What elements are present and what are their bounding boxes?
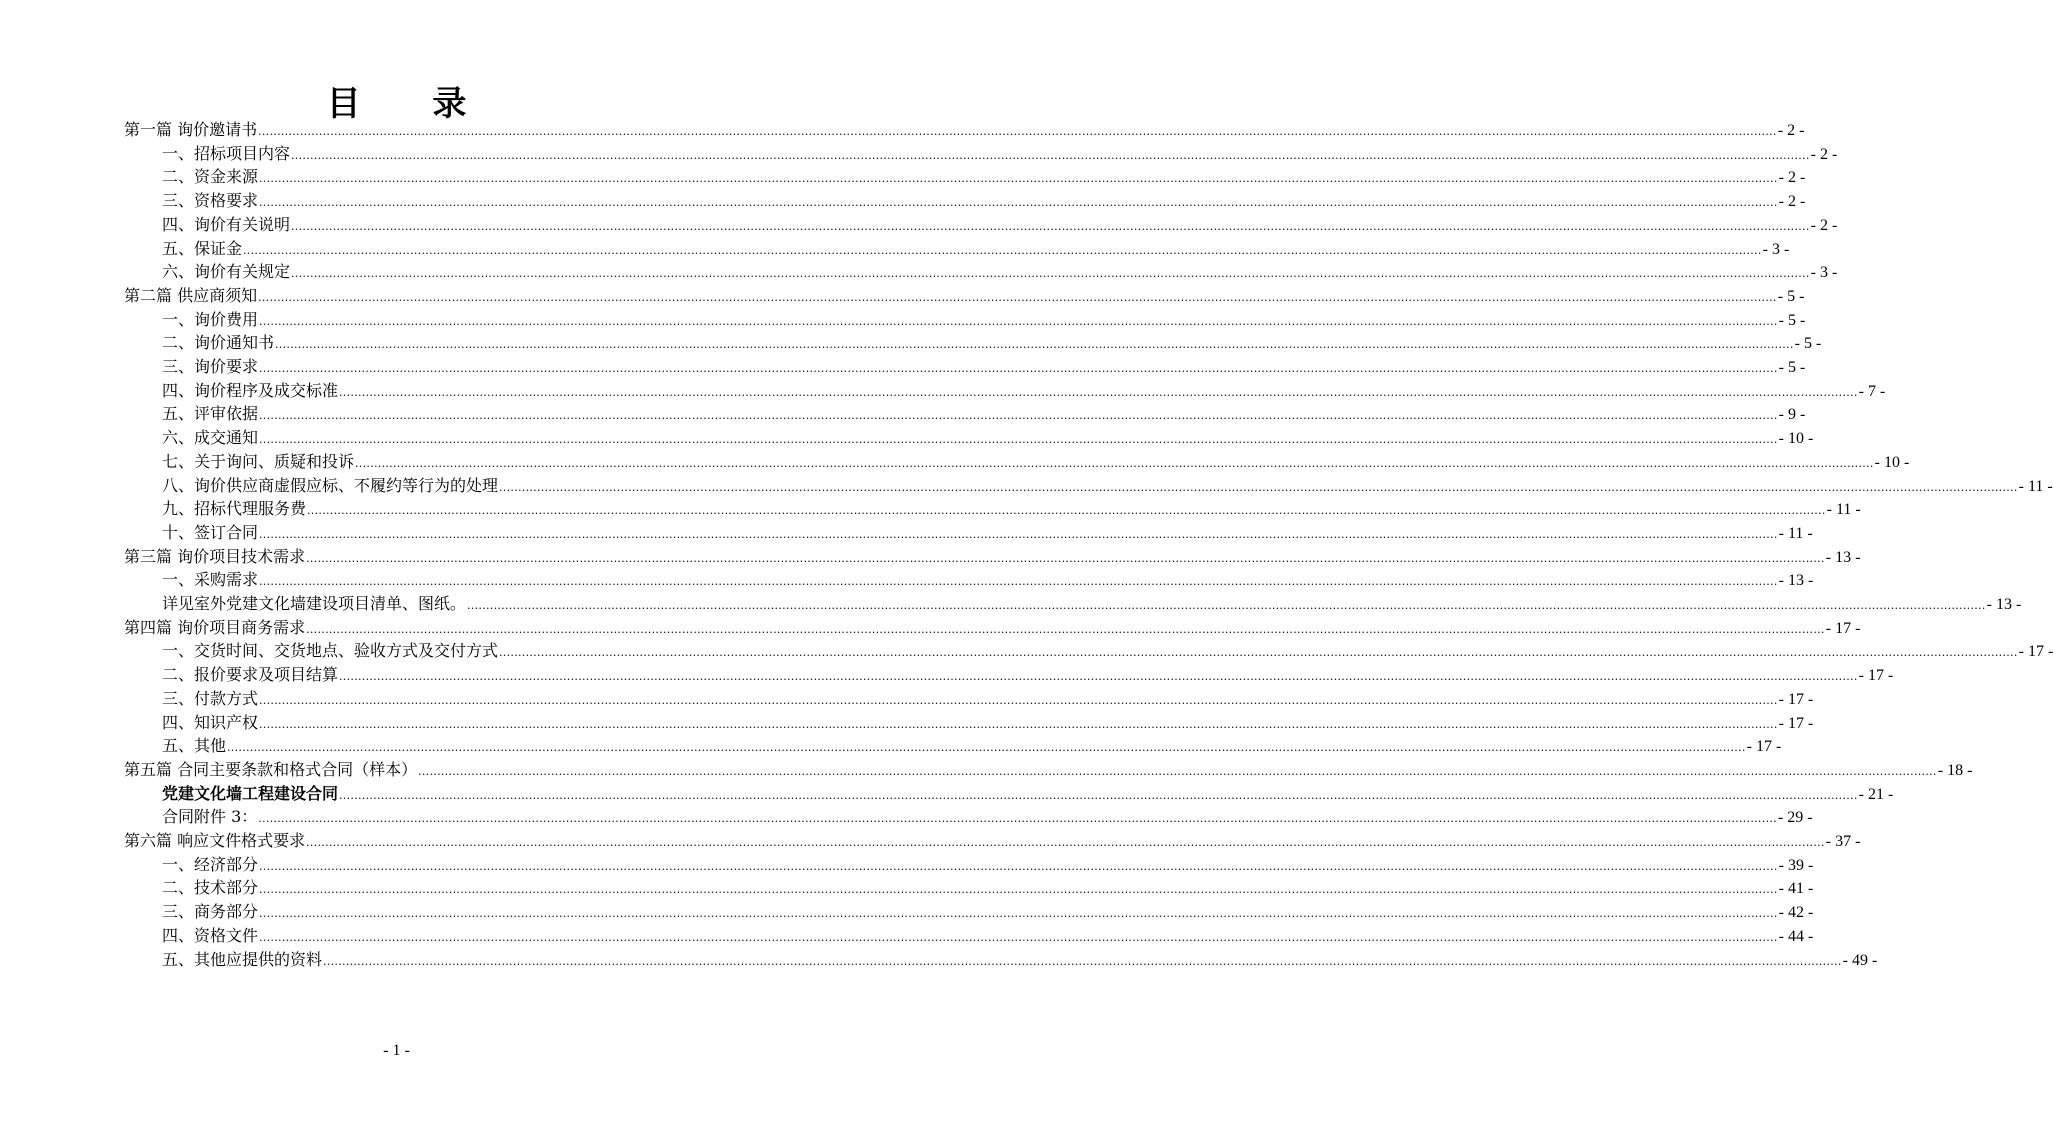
toc-entry-label: 二、询价通知书	[162, 333, 275, 353]
toc-dot-leader: ................................................................................................................................................................................................................................................................................................................................................................................................................	[259, 314, 1778, 328]
toc-entry[interactable]	[124, 829, 1861, 853]
toc-entry-label: 六、询价有关规定	[162, 262, 291, 282]
toc-entry-label: 八、询价供应商虚假应标、不履约等行为的处理	[162, 475, 499, 495]
toc-entry-label: 五、保证金	[162, 238, 243, 258]
toc-entry-label: 五、评审依据	[162, 404, 259, 424]
toc-dot-leader: ................................................................................................................................................................................................................................................................................................................................................................................................................	[227, 741, 1746, 755]
toc-entry-page: - 5 -	[1794, 335, 1822, 353]
toc-entry[interactable]	[162, 687, 1814, 711]
toc-entry-page: - 5 -	[1777, 287, 1805, 305]
toc-dot-leader: ................................................................................................................................................................................................................................................................................................................................................................................................................	[355, 456, 1874, 470]
toc-entry-page: - 41 -	[1778, 880, 1814, 898]
toc-dot-leader: ................................................................................................................................................................................................................................................................................................................................................................................................................	[259, 693, 1778, 707]
toc-entry-label: 七、关于询问、质疑和投诉	[162, 451, 355, 471]
toc-dot-leader: ................................................................................................................................................................................................................................................................................................................................................................................................................	[258, 125, 1777, 138]
toc-entry-label: 党建文化墙工程建设合同	[162, 783, 339, 803]
toc-entry[interactable]	[162, 805, 1813, 829]
toc-entry-label: 一、招标项目内容	[162, 143, 291, 163]
toc-entry-label: 三、商务部分	[162, 902, 259, 922]
toc-dot-leader: ................................................................................................................................................................................................................................................................................................................................................................................................................	[259, 930, 1778, 944]
toc-entry[interactable]	[162, 497, 1861, 521]
toc-dot-leader: ................................................................................................................................................................................................................................................................................................................................................................................................................	[259, 883, 1778, 897]
toc-entry-page: - 29 -	[1777, 809, 1813, 827]
toc-entry[interactable]	[162, 402, 1806, 426]
toc-entry-label: 三、询价要求	[162, 357, 259, 376]
toc-entry[interactable]	[162, 379, 1886, 403]
toc-entry-page: - 18 -	[1937, 761, 1973, 779]
toc-entry[interactable]	[162, 639, 2053, 663]
toc-entry[interactable]	[162, 876, 1814, 900]
toc-entry[interactable]	[162, 189, 1806, 213]
toc-entry-page: - 3 -	[1762, 240, 1790, 258]
toc-dot-leader: ................................................................................................................................................................................................................................................................................................................................................................................................................	[258, 290, 1777, 304]
toc-dot-leader: ................................................................................................................................................................................................................................................................................................................................................................................................................	[467, 599, 1986, 612]
toc-entry-page: - 17 -	[1778, 690, 1814, 708]
toc-entry[interactable]	[162, 474, 2053, 498]
toc-entry-label: 一、经济部分	[162, 854, 259, 874]
toc-entry-page: - 10 -	[1874, 453, 1910, 471]
toc-entry-page: - 5 -	[1778, 311, 1806, 329]
toc-entry[interactable]	[124, 118, 1805, 142]
toc-entry-label: 四、资格文件	[162, 925, 259, 945]
toc-entry-page: - 17 -	[1746, 738, 1782, 756]
toc-entry-label: 二、资金来源	[162, 167, 259, 187]
toc-dot-leader: ................................................................................................................................................................................................................................................................................................................................................................................................................	[291, 219, 1810, 233]
toc-entry[interactable]	[162, 521, 1813, 545]
toc-entry-label: 三、资格要求	[162, 191, 259, 211]
toc-entry[interactable]	[162, 426, 1814, 450]
toc-entry-label: 九、招标代理服务费	[162, 499, 307, 519]
toc-entry-label: 一、采购需求	[162, 570, 259, 590]
toc-entry-page: - 11 -	[1826, 501, 1861, 519]
toc-entry-label: 一、交货时间、交货地点、验收方式及交付方式	[162, 641, 499, 661]
toc-entry-page: - 17 -	[1858, 667, 1894, 685]
toc-entry-label: 四、询价有关说明	[162, 214, 291, 234]
toc-entry-page: - 39 -	[1778, 856, 1814, 874]
toc-dot-leader: ................................................................................................................................................................................................................................................................................................................................................................................................................	[291, 148, 1810, 162]
toc-dot-leader: ................................................................................................................................................................................................................................................................................................................................................................................................................	[259, 196, 1778, 210]
toc-entry[interactable]	[162, 213, 1838, 237]
toc-entry[interactable]	[124, 284, 1805, 308]
toc-entry-page: - 42 -	[1778, 904, 1814, 922]
toc-dot-leader: ................................................................................................................................................................................................................................................................................................................................................................................................................	[243, 243, 1762, 257]
toc-entry[interactable]	[162, 782, 1894, 806]
toc-entry-page: - 2 -	[1810, 216, 1838, 234]
toc-entry-page: - 11 -	[1778, 524, 1813, 542]
toc-entry-label: 第五篇 合同主要条款和格式合同（样本）	[124, 759, 418, 779]
toc-entry[interactable]	[162, 450, 1910, 474]
toc-dot-leader: ................................................................................................................................................................................................................................................................................................................................................................................................................	[259, 527, 1778, 541]
toc-entry-label: 详见室外党建文化墙建设项目清单、图纸。	[162, 594, 467, 613]
toc-entry[interactable]	[124, 545, 1861, 569]
toc-entry[interactable]	[162, 948, 1878, 972]
page-title: 目 录	[326, 84, 497, 124]
toc-entry-label: 三、付款方式	[162, 688, 259, 708]
toc-entry[interactable]	[162, 237, 1790, 261]
toc-entry-page: - 13 -	[1986, 596, 2022, 613]
toc-entry-label: 合同附件 3：	[162, 807, 258, 827]
toc-entry[interactable]	[162, 355, 1806, 379]
toc-dot-leader: ................................................................................................................................................................................................................................................................................................................................................................................................................	[418, 764, 1937, 778]
toc-dot-leader: ................................................................................................................................................................................................................................................................................................................................................................................................................	[259, 717, 1778, 731]
toc-entry[interactable]	[162, 592, 2022, 616]
toc-entry-page: - 17 -	[1778, 714, 1814, 732]
toc-dot-leader: ................................................................................................................................................................................................................................................................................................................................................................................................................	[259, 575, 1778, 589]
page-number: - 1 -	[383, 1042, 410, 1059]
toc-entry-page: - 2 -	[1777, 122, 1805, 139]
toc-entry-page: - 2 -	[1778, 169, 1806, 187]
toc-dot-leader: ................................................................................................................................................................................................................................................................................................................................................................................................................	[258, 812, 1777, 826]
toc-entry-page: - 5 -	[1778, 359, 1806, 376]
toc-entry[interactable]	[162, 165, 1806, 189]
toc-entry[interactable]	[162, 711, 1814, 735]
toc-dot-leader: ................................................................................................................................................................................................................................................................................................................................................................................................................	[339, 788, 1858, 802]
toc-entry-page: - 2 -	[1810, 145, 1838, 163]
toc-entry-label: 五、其他应提供的资料	[162, 949, 323, 969]
toc-entry-page: - 17 -	[1825, 619, 1861, 637]
toc-dot-leader: ................................................................................................................................................................................................................................................................................................................................................................................................................	[259, 907, 1778, 921]
toc-entry-label: 第一篇 询价邀请书	[124, 120, 258, 139]
toc-dot-leader: ................................................................................................................................................................................................................................................................................................................................................................................................................	[259, 409, 1778, 423]
toc-entry[interactable]	[162, 900, 1814, 924]
toc-entry-page: - 37 -	[1825, 833, 1861, 850]
toc-entry-label: 第三篇 询价项目技术需求	[124, 546, 306, 566]
toc-dot-leader: ................................................................................................................................................................................................................................................................................................................................................................................................................	[259, 859, 1778, 873]
toc-dot-leader: ................................................................................................................................................................................................................................................................................................................................................................................................................	[259, 362, 1778, 375]
toc-entry-label: 五、其他	[162, 736, 227, 756]
toc-entry[interactable]	[162, 331, 1822, 355]
toc-dot-leader: ................................................................................................................................................................................................................................................................................................................................................................................................................	[259, 433, 1778, 447]
toc-dot-leader: ................................................................................................................................................................................................................................................................................................................................................................................................................	[339, 385, 1858, 399]
toc-entry[interactable]	[162, 663, 1894, 687]
toc-entry-page: - 3 -	[1810, 264, 1838, 282]
toc-entry-page: - 44 -	[1778, 927, 1814, 945]
toc-entry-page: - 7 -	[1858, 382, 1886, 400]
toc-dot-leader: ................................................................................................................................................................................................................................................................................................................................................................................................................	[499, 646, 2018, 660]
toc-entry-page: - 13 -	[1825, 548, 1861, 566]
toc-dot-leader: ................................................................................................................................................................................................................................................................................................................................................................................................................	[259, 172, 1778, 186]
toc-entry[interactable]	[162, 142, 1838, 166]
toc-dot-leader: ................................................................................................................................................................................................................................................................................................................................................................................................................	[306, 551, 1825, 565]
toc-entry[interactable]	[162, 924, 1814, 948]
toc-dot-leader: ................................................................................................................................................................................................................................................................................................................................................................................................................	[307, 504, 1826, 518]
toc-entry-page: - 49 -	[1842, 951, 1878, 969]
toc-entry[interactable]	[162, 260, 1838, 284]
toc-entry-page: - 10 -	[1778, 430, 1814, 448]
toc-entry-page: - 11 -	[2018, 477, 2053, 495]
toc-entry-page: - 13 -	[1778, 572, 1814, 590]
toc-dot-leader: ................................................................................................................................................................................................................................................................................................................................................................................................................	[291, 267, 1810, 281]
toc-entry[interactable]	[162, 308, 1806, 332]
toc-dot-leader: ................................................................................................................................................................................................................................................................................................................................................................................................................	[499, 480, 2018, 494]
toc-entry-label: 二、技术部分	[162, 878, 259, 898]
toc-entry-page: - 21 -	[1858, 785, 1894, 803]
toc-entry-label: 一、询价费用	[162, 309, 259, 329]
toc-entry[interactable]	[124, 616, 1861, 640]
toc-entry[interactable]	[124, 758, 1973, 782]
toc-entry-label: 四、知识产权	[162, 712, 259, 732]
toc-entry-page: - 17 -	[2018, 643, 2053, 661]
toc-entry-label: 四、询价程序及成交标准	[162, 380, 339, 400]
toc-entry[interactable]	[162, 853, 1814, 877]
toc-dot-leader: ................................................................................................................................................................................................................................................................................................................................................................................................................	[339, 670, 1858, 684]
toc-entry-page: - 9 -	[1778, 406, 1806, 424]
toc-dot-leader: ................................................................................................................................................................................................................................................................................................................................................................................................................	[323, 954, 1842, 968]
toc-dot-leader: ................................................................................................................................................................................................................................................................................................................................................................................................................	[275, 338, 1794, 352]
toc-entry[interactable]	[162, 734, 1782, 758]
toc-entry-label: 第六篇 响应文件格式要求	[124, 831, 306, 850]
toc-entry-page: - 2 -	[1778, 193, 1806, 211]
toc-entry[interactable]	[162, 568, 1814, 592]
toc-entry-label: 六、成交通知	[162, 428, 259, 448]
toc-entry-label: 二、报价要求及项目结算	[162, 665, 339, 685]
toc-entry-label: 第四篇 询价项目商务需求	[124, 617, 306, 637]
toc-dot-leader: ................................................................................................................................................................................................................................................................................................................................................................................................................	[306, 836, 1825, 849]
toc-entry-label: 十、签订合同	[162, 522, 259, 542]
toc-dot-leader: ................................................................................................................................................................................................................................................................................................................................................................................................................	[306, 622, 1825, 636]
toc-entry-label: 第二篇 供应商须知	[124, 285, 258, 305]
